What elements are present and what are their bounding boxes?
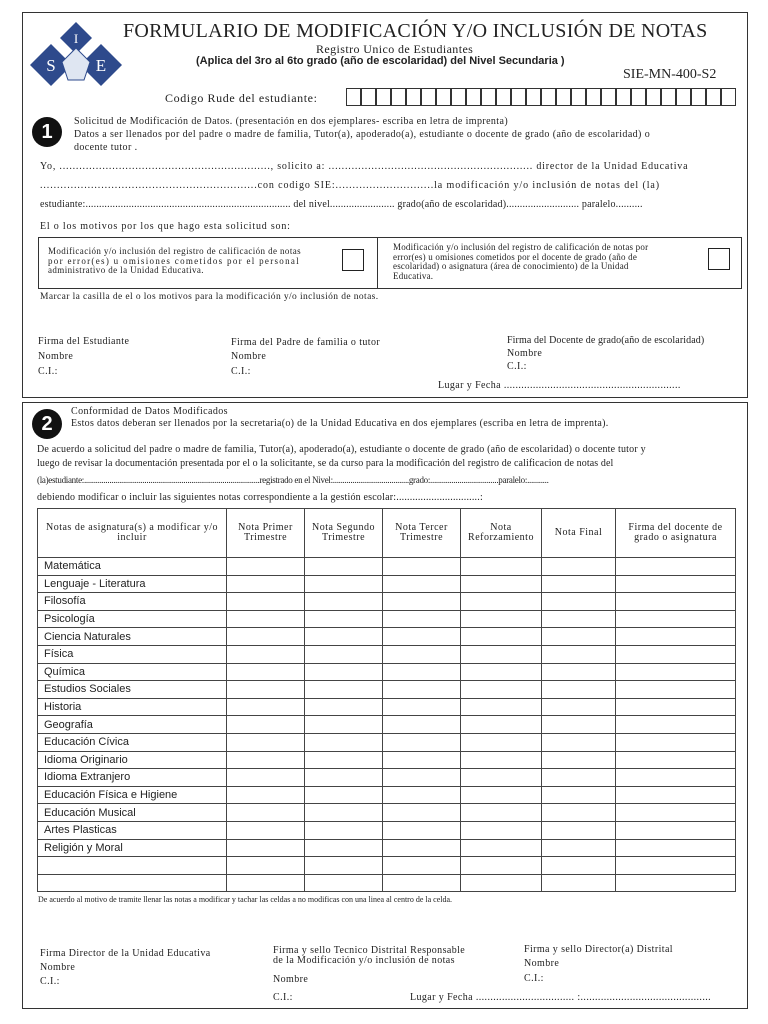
sig-parent-label: Firma del Padre de familia o tutor bbox=[231, 337, 381, 348]
firma-docente-cell[interactable] bbox=[616, 663, 736, 681]
reforzamiento-cell[interactable] bbox=[461, 610, 542, 628]
segundo-trimestre-cell[interactable] bbox=[305, 575, 383, 593]
segundo-trimestre-cell[interactable] bbox=[305, 698, 383, 716]
table-row bbox=[38, 874, 736, 892]
section1-instructions: Datos a ser llenados por del padre o madre de familia, Tutor(a), apoderado(a), estudiante o docente de grado (año de escolaridad) o bbox=[74, 129, 651, 140]
reasons-divider bbox=[377, 237, 378, 289]
nota-final-cell[interactable] bbox=[542, 628, 616, 646]
reason2-checkbox[interactable] bbox=[708, 248, 730, 270]
segundo-trimestre-cell[interactable] bbox=[305, 681, 383, 699]
subject-name: Artes Plasticas bbox=[38, 821, 227, 839]
logo-center-shape bbox=[62, 48, 90, 80]
subject-name bbox=[38, 857, 227, 875]
table-row bbox=[38, 663, 736, 681]
table-row bbox=[38, 716, 736, 734]
sig-tecnico-name[interactable]: Nombre bbox=[273, 974, 309, 985]
rude-code-cell[interactable] bbox=[496, 88, 511, 106]
firma-docente-cell[interactable] bbox=[616, 874, 736, 892]
reforzamiento-cell[interactable] bbox=[461, 698, 542, 716]
primer-trimestre-cell[interactable] bbox=[227, 610, 305, 628]
primer-trimestre-cell[interactable] bbox=[227, 698, 305, 716]
section2-para2: luego de revisar la documentación presentada por el o la solicitante, se da curso para la modificación del registro de calificacion de notas del bbox=[37, 458, 614, 469]
tercer-trimestre-cell[interactable] bbox=[383, 874, 461, 892]
firma-docente-cell[interactable] bbox=[616, 558, 736, 576]
nota-final-cell[interactable] bbox=[542, 839, 616, 857]
nota-final-cell[interactable] bbox=[542, 821, 616, 839]
primer-trimestre-cell[interactable] bbox=[227, 593, 305, 611]
reforzamiento-cell[interactable] bbox=[461, 681, 542, 699]
rude-code-cell[interactable] bbox=[361, 88, 376, 106]
sig-parent-name[interactable]: Nombre bbox=[231, 351, 267, 362]
rude-code-cell[interactable] bbox=[706, 88, 721, 106]
sig-director-label: Firma Director de la Unidad Educativa bbox=[40, 948, 211, 959]
reforzamiento-cell[interactable] bbox=[461, 575, 542, 593]
subject-name: Educación Musical bbox=[38, 804, 227, 822]
reason1-text bbox=[48, 247, 301, 276]
rude-code-cell[interactable] bbox=[556, 88, 571, 106]
reason2-line: escolaridad) o asignatura (área de conocimiento) de la Unidad bbox=[393, 261, 629, 271]
section2-lugar-fecha[interactable]: Lugar y Fecha .................................. :............................................. bbox=[410, 992, 712, 1003]
segundo-trimestre-cell[interactable] bbox=[305, 874, 383, 892]
reforzamiento-cell[interactable] bbox=[461, 645, 542, 663]
subject-name: Ciencia Naturales bbox=[38, 628, 227, 646]
reason2-line: Educativa. bbox=[393, 270, 434, 281]
segundo-trimestre-cell[interactable] bbox=[305, 733, 383, 751]
sig-distrital-label: Firma y sello Director(a) Distrital bbox=[524, 944, 673, 955]
segundo-trimestre-cell[interactable] bbox=[305, 821, 383, 839]
reason1-line: por error(es) u omisiones cometidos por el personal bbox=[48, 255, 300, 266]
sig-tecnico-ci[interactable]: C.I.: bbox=[273, 992, 293, 1003]
sig-student-ci[interactable]: C.I.: bbox=[38, 366, 58, 377]
firma-docente-cell[interactable] bbox=[616, 804, 736, 822]
tercer-trimestre-cell[interactable] bbox=[383, 733, 461, 751]
nota-final-cell[interactable] bbox=[542, 769, 616, 787]
primer-trimestre-cell[interactable] bbox=[227, 857, 305, 875]
primer-trimestre-cell[interactable] bbox=[227, 681, 305, 699]
segundo-trimestre-cell[interactable] bbox=[305, 593, 383, 611]
sig-tecnico-label bbox=[273, 946, 465, 966]
codigo-sie-line[interactable]: ................................................................con codigo SIE:.............................la modificación y/o inclusión de notas del (la) bbox=[40, 180, 660, 191]
primer-trimestre-cell[interactable] bbox=[227, 558, 305, 576]
reason1-checkbox[interactable] bbox=[342, 249, 364, 271]
reforzamiento-cell[interactable] bbox=[461, 874, 542, 892]
grades-table bbox=[37, 508, 736, 892]
segundo-trimestre-cell[interactable] bbox=[305, 645, 383, 663]
rude-label: Codigo Rude del estudiante: bbox=[165, 91, 318, 105]
primer-trimestre-cell[interactable] bbox=[227, 874, 305, 892]
primer-trimestre-cell[interactable] bbox=[227, 804, 305, 822]
sig-director-ci[interactable]: C.I.: bbox=[40, 976, 60, 987]
rude-code-cell[interactable] bbox=[511, 88, 526, 106]
subject-name: Física bbox=[38, 645, 227, 663]
reforzamiento-cell[interactable] bbox=[461, 839, 542, 857]
primer-trimestre-cell[interactable] bbox=[227, 769, 305, 787]
rude-code-cell[interactable] bbox=[481, 88, 496, 106]
rude-code-cell[interactable] bbox=[661, 88, 676, 106]
tercer-trimestre-cell[interactable] bbox=[383, 698, 461, 716]
nota-final-cell[interactable] bbox=[542, 645, 616, 663]
table-row bbox=[38, 751, 736, 769]
rude-code-cell[interactable] bbox=[421, 88, 436, 106]
tercer-trimestre-cell[interactable] bbox=[383, 558, 461, 576]
rude-code-cell[interactable] bbox=[346, 88, 361, 106]
subject-name: Educación Cívica bbox=[38, 733, 227, 751]
primer-trimestre-cell[interactable] bbox=[227, 839, 305, 857]
nota-final-cell[interactable] bbox=[542, 751, 616, 769]
primer-trimestre-cell[interactable] bbox=[227, 663, 305, 681]
col-primer-header: Nota Primer Trimestre bbox=[227, 509, 305, 558]
segundo-trimestre-cell[interactable] bbox=[305, 663, 383, 681]
firma-docente-cell[interactable] bbox=[616, 786, 736, 804]
reforzamiento-cell[interactable] bbox=[461, 769, 542, 787]
reforzamiento-cell[interactable] bbox=[461, 751, 542, 769]
subject-name: Historia bbox=[38, 698, 227, 716]
nota-final-cell[interactable] bbox=[542, 874, 616, 892]
sig-teacher-label: Firma del Docente de grado(año de escolaridad) bbox=[507, 335, 705, 346]
tercer-trimestre-cell[interactable] bbox=[383, 628, 461, 646]
table-row bbox=[38, 593, 736, 611]
reforzamiento-cell[interactable] bbox=[461, 593, 542, 611]
sig-distrital-ci[interactable]: C.I.: bbox=[524, 973, 544, 984]
rude-code-input[interactable] bbox=[346, 88, 738, 106]
reforzamiento-cell[interactable] bbox=[461, 733, 542, 751]
section1-heading: Solicitud de Modificación de Datos. (presentación en dos ejemplares- escriba en letra de imprenta) bbox=[74, 116, 509, 127]
firma-docente-cell[interactable] bbox=[616, 857, 736, 875]
primer-trimestre-cell[interactable] bbox=[227, 645, 305, 663]
table-row bbox=[38, 610, 736, 628]
segundo-trimestre-cell[interactable] bbox=[305, 786, 383, 804]
section2-heading: Conformidad de Datos Modificados bbox=[71, 406, 228, 417]
yo-line[interactable]: Yo, ................................................................, solicito a: .............................................................. director de la Unidad Educativa bbox=[40, 161, 689, 172]
rude-code-cell[interactable] bbox=[601, 88, 616, 106]
firma-docente-cell[interactable] bbox=[616, 593, 736, 611]
nota-final-cell[interactable] bbox=[542, 716, 616, 734]
firma-docente-cell[interactable] bbox=[616, 733, 736, 751]
section2-number: 2 bbox=[32, 409, 62, 439]
firma-docente-cell[interactable] bbox=[616, 698, 736, 716]
subject-name: Geografía bbox=[38, 716, 227, 734]
mark-note: Marcar la casilla de el o los motivos para la modificación y/o inclusión de notas. bbox=[40, 292, 379, 302]
section2-para1: De acuerdo a solicitud del padre o madre de familia, Tutor(a), apoderado(a), estudiante o docente de grado (año de escolaridad) o docente tutor y bbox=[37, 444, 646, 455]
col-segundo-header: Nota Segundo Trimestre bbox=[305, 509, 383, 558]
subject-name: Química bbox=[38, 663, 227, 681]
table-row bbox=[38, 645, 736, 663]
tercer-trimestre-cell[interactable] bbox=[383, 681, 461, 699]
segundo-trimestre-cell[interactable] bbox=[305, 769, 383, 787]
table-row bbox=[38, 839, 736, 857]
table-row bbox=[38, 769, 736, 787]
motivos-label: El o los motivos por los que hago esta solicitud son: bbox=[40, 221, 291, 232]
rude-code-cell[interactable] bbox=[391, 88, 406, 106]
firma-docente-cell[interactable] bbox=[616, 769, 736, 787]
subject-name: Filosofía bbox=[38, 593, 227, 611]
logo-letter-right: E bbox=[95, 56, 107, 75]
rude-code-cell[interactable] bbox=[586, 88, 601, 106]
nota-final-cell[interactable] bbox=[542, 681, 616, 699]
col-final-header: Nota Final bbox=[542, 509, 616, 558]
sig-teacher-name[interactable]: Nombre bbox=[507, 348, 543, 359]
primer-trimestre-cell[interactable] bbox=[227, 786, 305, 804]
primer-trimestre-cell[interactable] bbox=[227, 628, 305, 646]
tercer-trimestre-cell[interactable] bbox=[383, 716, 461, 734]
rude-code-cell[interactable] bbox=[541, 88, 556, 106]
table-row bbox=[38, 786, 736, 804]
firma-docente-cell[interactable] bbox=[616, 575, 736, 593]
subject-name: Lenguaje - Literatura bbox=[38, 575, 227, 593]
rude-code-cell[interactable] bbox=[646, 88, 661, 106]
firma-docente-cell[interactable] bbox=[616, 645, 736, 663]
col-subject-header: Notas de asignatura(s) a modificar y/o incluir bbox=[38, 509, 227, 558]
logo-letter-top: I bbox=[73, 31, 79, 46]
table-row bbox=[38, 575, 736, 593]
rude-code-cell[interactable] bbox=[526, 88, 541, 106]
segundo-trimestre-cell[interactable] bbox=[305, 839, 383, 857]
tercer-trimestre-cell[interactable] bbox=[383, 821, 461, 839]
sig-tecnico-line: de la Modificación y/o inclusión de notas bbox=[273, 955, 455, 966]
reforzamiento-cell[interactable] bbox=[461, 857, 542, 875]
rude-code-cell[interactable] bbox=[676, 88, 691, 106]
segundo-trimestre-cell[interactable] bbox=[305, 628, 383, 646]
reforzamiento-cell[interactable] bbox=[461, 716, 542, 734]
firma-docente-cell[interactable] bbox=[616, 628, 736, 646]
reason2-line: Modificación y/o inclusión del registro de calificación de notas por bbox=[393, 242, 649, 252]
primer-trimestre-cell[interactable] bbox=[227, 716, 305, 734]
segundo-trimestre-cell[interactable] bbox=[305, 716, 383, 734]
rude-code-cell[interactable] bbox=[451, 88, 466, 106]
nota-final-cell[interactable] bbox=[542, 698, 616, 716]
table-row bbox=[38, 821, 736, 839]
form-title: FORMULARIO DE MODIFICACIÓN Y/O INCLUSIÓN DE NOTAS bbox=[123, 20, 708, 42]
table-footnote: De acuerdo al motivo de tramite llenar las notas a modificar y tachar las celdas a no modificas con una linea al centro de la celda. bbox=[38, 895, 453, 904]
sig-distrital-name[interactable]: Nombre bbox=[524, 958, 560, 969]
nota-final-cell[interactable] bbox=[542, 857, 616, 875]
section1-number: 1 bbox=[32, 117, 62, 147]
table-row bbox=[38, 804, 736, 822]
nota-final-cell[interactable] bbox=[542, 804, 616, 822]
rude-code-cell[interactable] bbox=[376, 88, 391, 106]
table-row bbox=[38, 558, 736, 576]
sig-student-label: Firma del Estudiante bbox=[38, 336, 130, 347]
col-reforzamiento-header: Nota Reforzamiento bbox=[461, 509, 542, 558]
segundo-trimestre-cell[interactable] bbox=[305, 610, 383, 628]
nota-final-cell[interactable] bbox=[542, 786, 616, 804]
reason1-line: Modificación y/o inclusión del registro de calificación de notas bbox=[48, 246, 302, 256]
rude-code-cell[interactable] bbox=[721, 88, 736, 106]
reforzamiento-cell[interactable] bbox=[461, 558, 542, 576]
form-subtitle: Registro Unico de Estudiantes bbox=[316, 42, 474, 56]
sig-tecnico-line: Firma y sello Tecnico Distrital Responsable bbox=[273, 945, 466, 956]
table-row bbox=[38, 698, 736, 716]
firma-docente-cell[interactable] bbox=[616, 681, 736, 699]
table-row bbox=[38, 681, 736, 699]
subject-name: Matemática bbox=[38, 558, 227, 576]
subject-name: Psicología bbox=[38, 610, 227, 628]
firma-docente-cell[interactable] bbox=[616, 716, 736, 734]
reforzamiento-cell[interactable] bbox=[461, 786, 542, 804]
reason2-line: error(es) u omisiones cometidos por el docente de grado (año de bbox=[393, 251, 638, 262]
firma-docente-cell[interactable] bbox=[616, 610, 736, 628]
tercer-trimestre-cell[interactable] bbox=[383, 575, 461, 593]
tercer-trimestre-cell[interactable] bbox=[383, 645, 461, 663]
subject-name: Educación Física e Higiene bbox=[38, 786, 227, 804]
segundo-trimestre-cell[interactable] bbox=[305, 857, 383, 875]
nota-final-cell[interactable] bbox=[542, 558, 616, 576]
primer-trimestre-cell[interactable] bbox=[227, 575, 305, 593]
sig-parent-ci[interactable]: C.I.: bbox=[231, 366, 251, 377]
rude-code-cell[interactable] bbox=[436, 88, 451, 106]
rude-code-cell[interactable] bbox=[616, 88, 631, 106]
table-row bbox=[38, 628, 736, 646]
segundo-trimestre-cell[interactable] bbox=[305, 558, 383, 576]
table-row bbox=[38, 857, 736, 875]
nota-final-cell[interactable] bbox=[542, 575, 616, 593]
section1-instructions-cont: docente tutor . bbox=[74, 142, 138, 153]
primer-trimestre-cell[interactable] bbox=[227, 821, 305, 839]
subject-name: Religión y Moral bbox=[38, 839, 227, 857]
section2-student-line[interactable]: (la)estudiante:..........................................................................................registrado en el Nivel:.......................................grado:...................................paralelo:........... bbox=[37, 475, 549, 485]
sig-teacher-ci[interactable]: C.I.: bbox=[507, 361, 527, 372]
reforzamiento-cell[interactable] bbox=[461, 663, 542, 681]
col-tercer-header: Nota Tercer Trimestre bbox=[383, 509, 461, 558]
section1-lugar-fecha[interactable]: Lugar y Fecha ............................................................. bbox=[438, 380, 681, 391]
segundo-trimestre-cell[interactable] bbox=[305, 804, 383, 822]
sig-student-name[interactable]: Nombre bbox=[38, 351, 74, 362]
tercer-trimestre-cell[interactable] bbox=[383, 786, 461, 804]
form-applies-note: (Aplica del 3ro al 6to grado (año de escolaridad) del Nivel Secundaria ) bbox=[196, 55, 565, 67]
subject-name: Estudios Sociales bbox=[38, 681, 227, 699]
rude-code-cell[interactable] bbox=[466, 88, 481, 106]
rude-code-cell[interactable] bbox=[406, 88, 421, 106]
logo-letter-left: S bbox=[46, 56, 56, 75]
tercer-trimestre-cell[interactable] bbox=[383, 804, 461, 822]
section2-instructions: Estos datos deberan ser llenados por la secretaria(o) de la Unidad Educativa en dos ejemplares (escriba en letra de imprenta). bbox=[71, 418, 609, 429]
nota-final-cell[interactable] bbox=[542, 610, 616, 628]
rude-code-cell[interactable] bbox=[691, 88, 706, 106]
form-code: SIE-MN-400-S2 bbox=[623, 67, 717, 82]
tercer-trimestre-cell[interactable] bbox=[383, 769, 461, 787]
firma-docente-cell[interactable] bbox=[616, 751, 736, 769]
sig-director-name[interactable]: Nombre bbox=[40, 962, 76, 973]
primer-trimestre-cell[interactable] bbox=[227, 733, 305, 751]
firma-docente-cell[interactable] bbox=[616, 839, 736, 857]
reforzamiento-cell[interactable] bbox=[461, 821, 542, 839]
reforzamiento-cell[interactable] bbox=[461, 804, 542, 822]
subject-name: Idioma Extranjero bbox=[38, 769, 227, 787]
grades-header-row bbox=[38, 509, 736, 558]
section2-gestion-line[interactable]: debiendo modificar o incluir las siguientes notas correspondiente a la gestión escolar:...............................: bbox=[37, 492, 483, 503]
tercer-trimestre-cell[interactable] bbox=[383, 751, 461, 769]
tercer-trimestre-cell[interactable] bbox=[383, 663, 461, 681]
primer-trimestre-cell[interactable] bbox=[227, 751, 305, 769]
nota-final-cell[interactable] bbox=[542, 593, 616, 611]
tercer-trimestre-cell[interactable] bbox=[383, 593, 461, 611]
segundo-trimestre-cell[interactable] bbox=[305, 751, 383, 769]
reforzamiento-cell[interactable] bbox=[461, 628, 542, 646]
rude-code-cell[interactable] bbox=[571, 88, 586, 106]
nota-final-cell[interactable] bbox=[542, 733, 616, 751]
reason2-text bbox=[393, 243, 648, 281]
subject-name: Idioma Originario bbox=[38, 751, 227, 769]
table-row bbox=[38, 733, 736, 751]
col-firma-header: Firma del docente de grado o asignatura bbox=[616, 509, 736, 558]
tercer-trimestre-cell[interactable] bbox=[383, 857, 461, 875]
tercer-trimestre-cell[interactable] bbox=[383, 610, 461, 628]
estudiante-line[interactable]: estudiante:............................................................................ del nivel........................ grado(año de escolaridad)........................... paralelo.......... bbox=[40, 199, 643, 210]
subject-name bbox=[38, 874, 227, 892]
tercer-trimestre-cell[interactable] bbox=[383, 839, 461, 857]
sie-logo bbox=[26, 20, 126, 92]
nota-final-cell[interactable] bbox=[542, 663, 616, 681]
firma-docente-cell[interactable] bbox=[616, 821, 736, 839]
rude-code-cell[interactable] bbox=[631, 88, 646, 106]
reason1-line: administrativo de la Unidad Educativa. bbox=[48, 265, 204, 275]
